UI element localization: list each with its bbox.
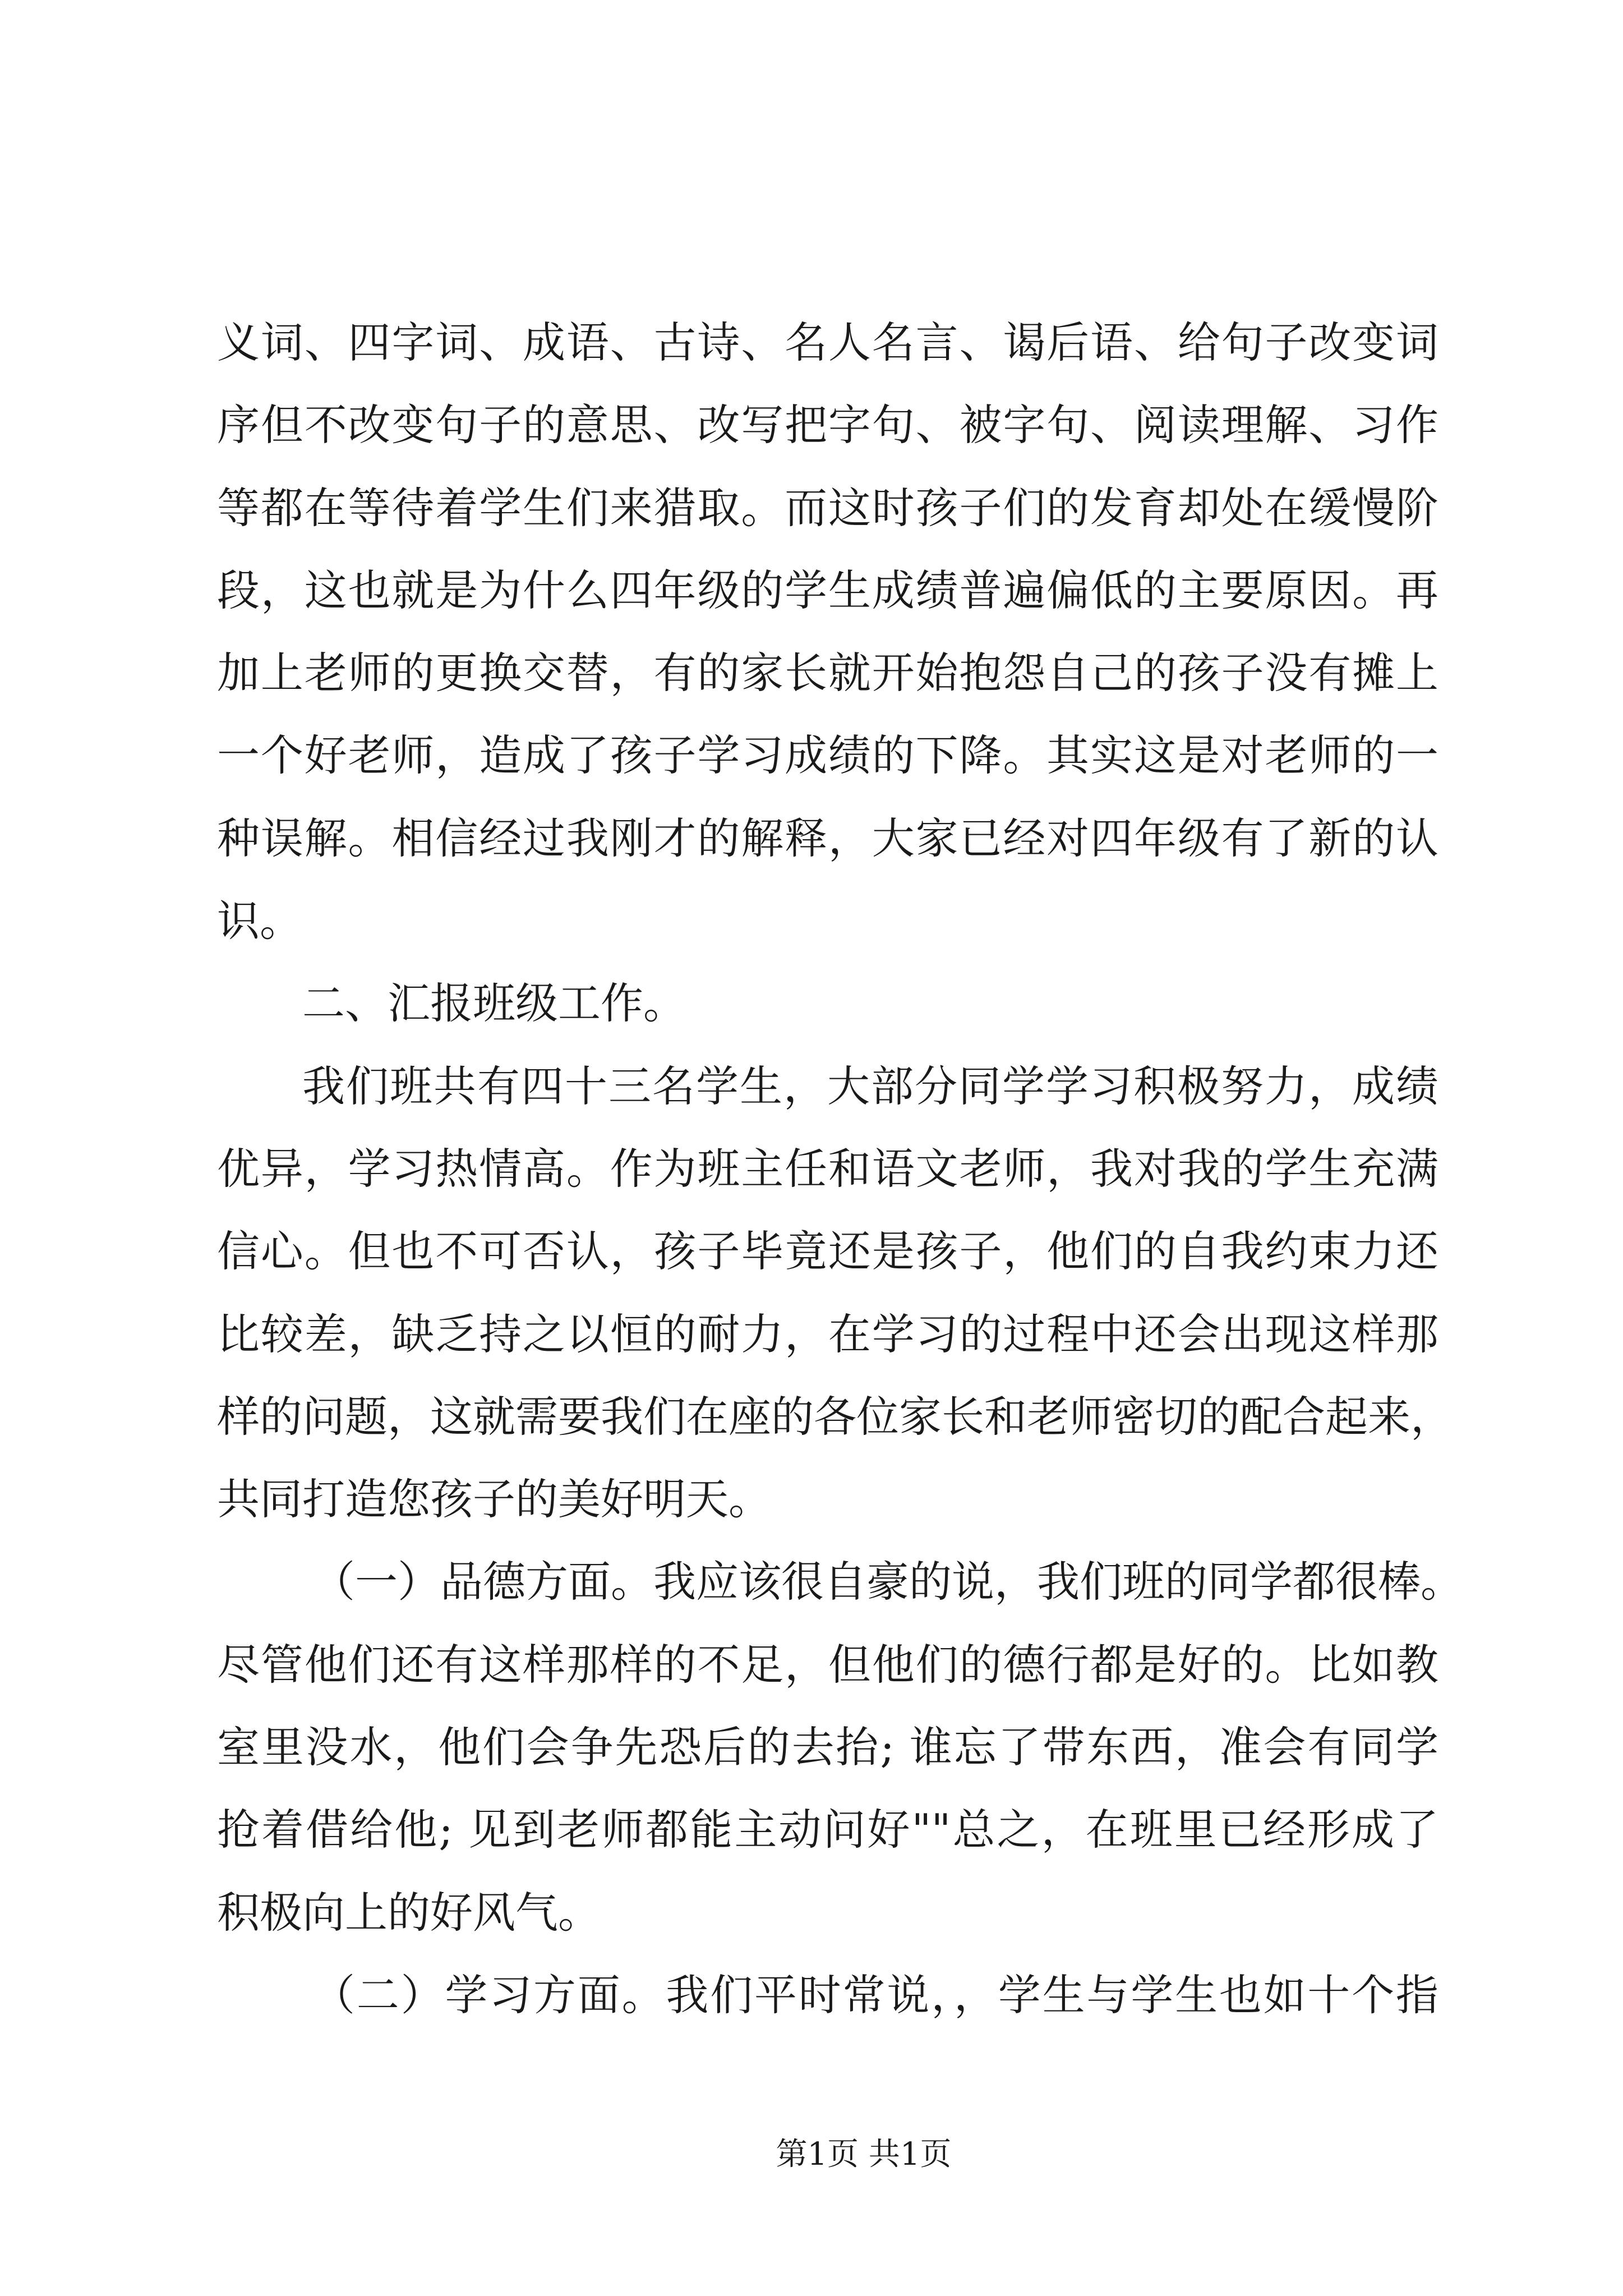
- text-line: 义词、四字词、成语、古诗、名人名言、谒后语、给句子改变词: [217, 318, 1438, 367]
- text-line: （二）学习方面。我们平时常说，，学生与学生也如十个指: [312, 1970, 1438, 2020]
- paragraph-morality: [217, 1540, 1463, 1953]
- text-line: 比较差，缺乏持之以恒的耐力，在学习的过程中还会出现这样那: [217, 1309, 1438, 1359]
- text-line: 尽管他们还有这样那样的不足，但他们的德行都是好的。比如教: [217, 1639, 1438, 1690]
- text-line: 等都在等待着学生们来猎取。而这时孩子们的发育却处在缓慢阶: [217, 482, 1438, 533]
- text-line: 一个好老师，造成了孩子学习成绩的下降。其实这是对老师的一: [217, 730, 1438, 781]
- text-line: 种误解。相信经过我刚才的解释，大家已经对四年级有了新的认: [217, 813, 1438, 863]
- text-line: 优异，学习热情高。作为班主任和语文老师，我对我的学生充满: [217, 1143, 1438, 1194]
- paragraph-continuation: [217, 301, 1438, 962]
- section-heading-text: 二、汇报班级工作。: [302, 978, 686, 1029]
- paragraph-class-overview: [217, 1045, 1453, 1541]
- text-line: 共同打造您孩子的美好明天。: [217, 1474, 771, 1525]
- text-line: （一）品德方面。我应该很自豪的说，我们班的同学都很棒。: [312, 1557, 1463, 1607]
- text-line: 抢着借给他; 见到老师都能主动问好""总之，在班里已经形成了: [217, 1805, 1438, 1855]
- text-line: 样的问题，这就需要我们在座的各位家长和老师密切的配合起来，: [217, 1391, 1453, 1442]
- document-body: [217, 301, 1463, 2036]
- paragraph-study: [217, 1954, 1438, 2036]
- page-number-footer: 第1页 共1页: [776, 2136, 952, 2173]
- text-line: 识。: [217, 896, 302, 946]
- text-line: 信心。但也不可否认，孩子毕竟还是孩子，他们的自我约束力还: [217, 1226, 1438, 1277]
- text-line: 加上老师的更换交替，有的家长就开始抱怨自己的孩子没有摊上: [217, 648, 1438, 698]
- text-line: 室里没水，他们会争先恐后的去抬; 谁忘了带东西，准会有同学: [217, 1722, 1438, 1773]
- text-line: 我们班共有四十三名学生，大部分同学学习积极努力，成绩: [302, 1061, 1438, 1111]
- section-heading: [217, 962, 1438, 1045]
- text-line: 积极向上的好风气。: [217, 1887, 601, 1938]
- text-line: 序但不改变句子的意思、改写把字句、被字句、阅读理解、习作: [217, 400, 1438, 450]
- text-line: 段，这也就是为什么四年级的学生成绩普遍偏低的主要原因。再: [217, 565, 1438, 615]
